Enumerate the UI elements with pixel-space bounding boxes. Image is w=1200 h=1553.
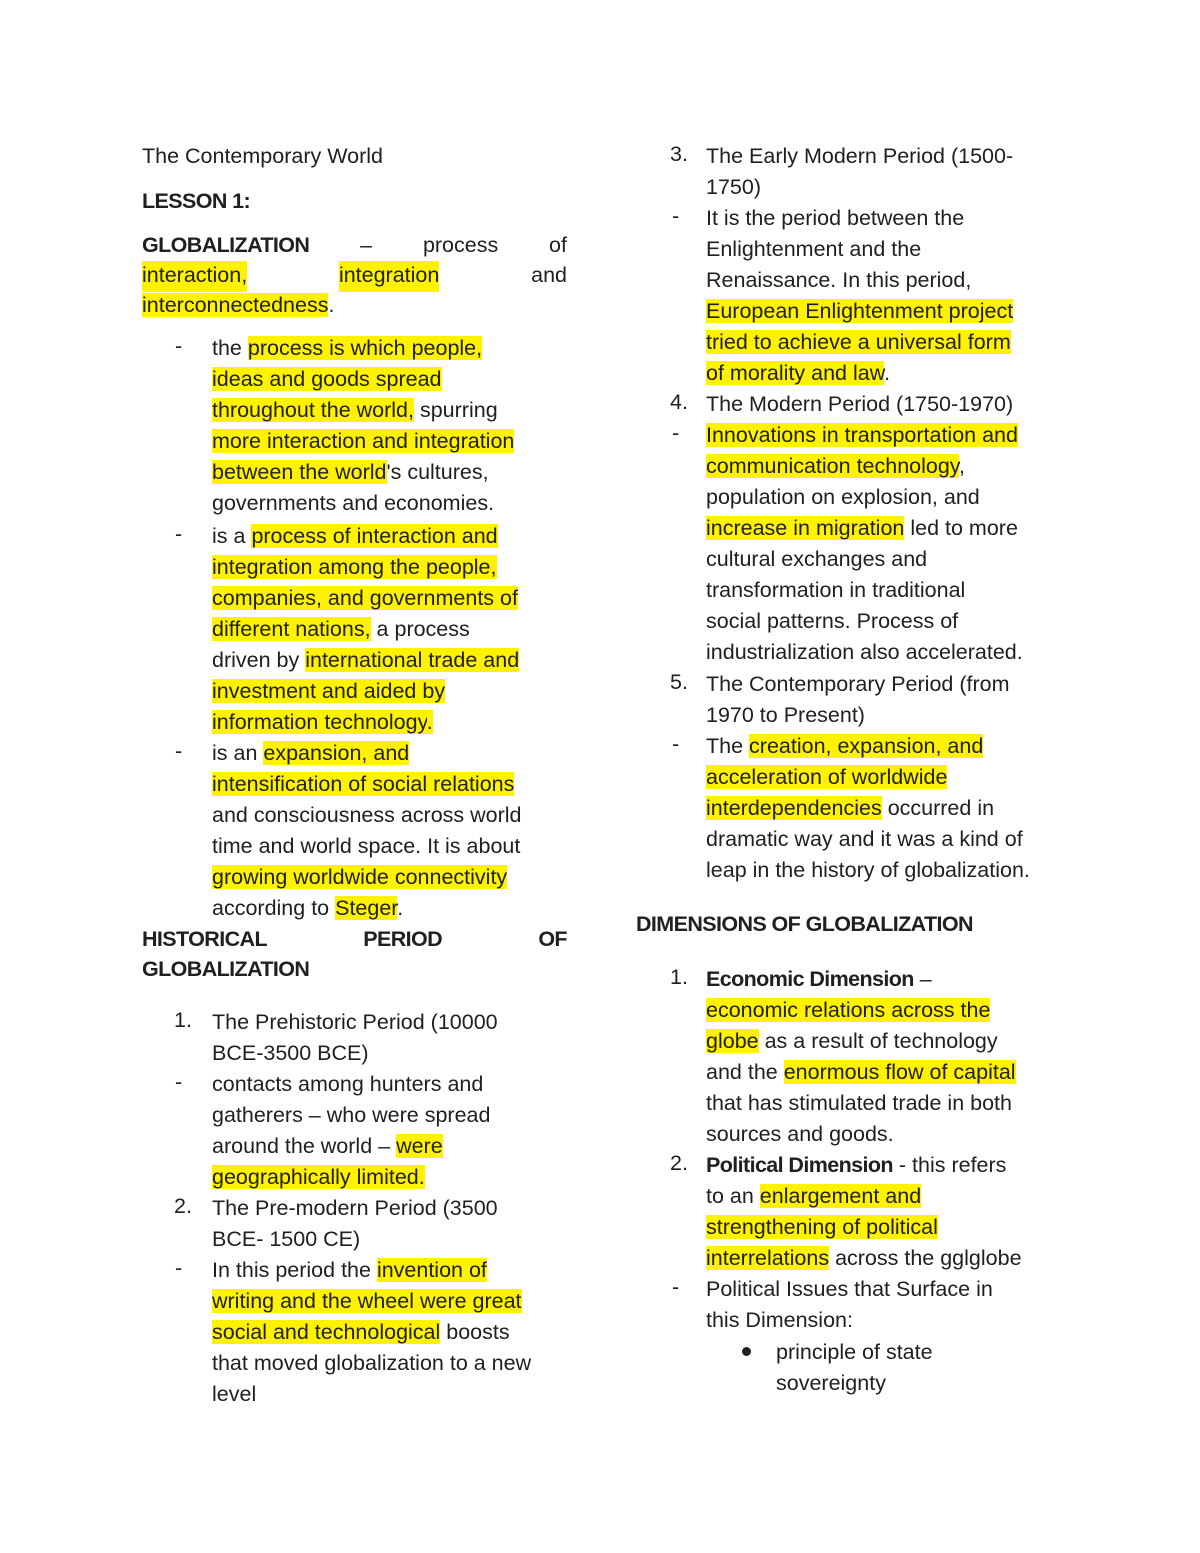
list-number: 2. [174,1194,192,1218]
dash-marker: - [175,522,183,546]
globalization-definition-line-2: interaction, integration and [142,261,567,292]
dash-marker: - [175,1256,183,1280]
list-number: 1. [174,1008,192,1032]
list-number: 4. [670,390,688,414]
globalization-term: GLOBALIZATION [142,233,310,257]
dash-marker: - [672,204,680,228]
bullet-icon [742,1347,751,1356]
globalization-definition-line-1: GLOBALIZATION – process of [142,233,567,257]
list-number: 1. [670,965,688,989]
bullet-item: principle of state [776,1340,933,1364]
historical-period-heading-line-2: GLOBALIZATION [142,957,310,981]
dash-marker: - [672,732,680,756]
document-page: The Contemporary World LESSON 1: GLOBALIZATION – process of interaction, integration and interconnectedness. - the process is which people, ideas and goods spread throughout the world, spurring more interaction and integration between the world's cultures, governments and economies. - is a process of interaction and integration among the people, companies, and governments of different nations, a process driven by international trade and investment and aided by information technology. - is an expansion, and intensification of social relations and consciousness across world time and world space. It is about growing worldwide connectivity according to Steger. HISTORICAL PERIOD OF GLOBALIZATION 1. The Prehistoric Period (10000 BCE-3500 BCE) - contacts among hunters and gatherers – who were spread around the world – were geographically limited. 2. The Pre-modern Period (3500 BCE- 1500 CE) - In this period the invention of writing and the wheel were great social and technological boosts that moved globalization to a new level 3. The Early Modern Period (1500- 1750) - It is the period between the Enlightenment and the Renaissance. In this period, European Enlightenment project tried to achieve a universal form of morality and law. 4. The Modern Period (1750-1970) - Innovations in transportation and communication technology, population on explosion, and increase in migration led to more cultural exchanges and transformation in traditional social patterns. Process of industrialization also accelerated. 5. The Contemporary Period (from 1970 to Present) - The creation, expansion, and acceleration of worldwide interdependencies occurred in dramatic way and it was a kind of leap in the history of globalization. DIMENSIONS OF GLOBALIZATION 1. Economic Dimension – economic relations across the globe as a result of technology and the enormous flow of capital that has stimulated trade in both sources and goods. 2. Political Dimension - this refers to an enlargement and strengthening of political interrelations across the gglglobe - Political Issues that Surface in this Dimension: principle of state sovereignty [0,0,1200,1553]
list-number: 5. [670,670,688,694]
dash-marker: - [175,739,183,763]
historical-period-heading: HISTORICAL PERIOD OF [142,927,567,951]
dash-marker: - [175,1070,183,1094]
dash-marker: - [672,421,680,445]
dash-marker: - [672,1275,680,1299]
list-number: 3. [670,142,688,166]
dimensions-heading: DIMENSIONS OF GLOBALIZATION [636,912,973,936]
dash-marker: - [175,334,183,358]
lesson-heading: LESSON 1: [142,189,251,213]
document-title: The Contemporary World [142,144,383,168]
list-number: 2. [670,1151,688,1175]
globalization-definition-line-3: interconnectedness. [142,293,335,317]
